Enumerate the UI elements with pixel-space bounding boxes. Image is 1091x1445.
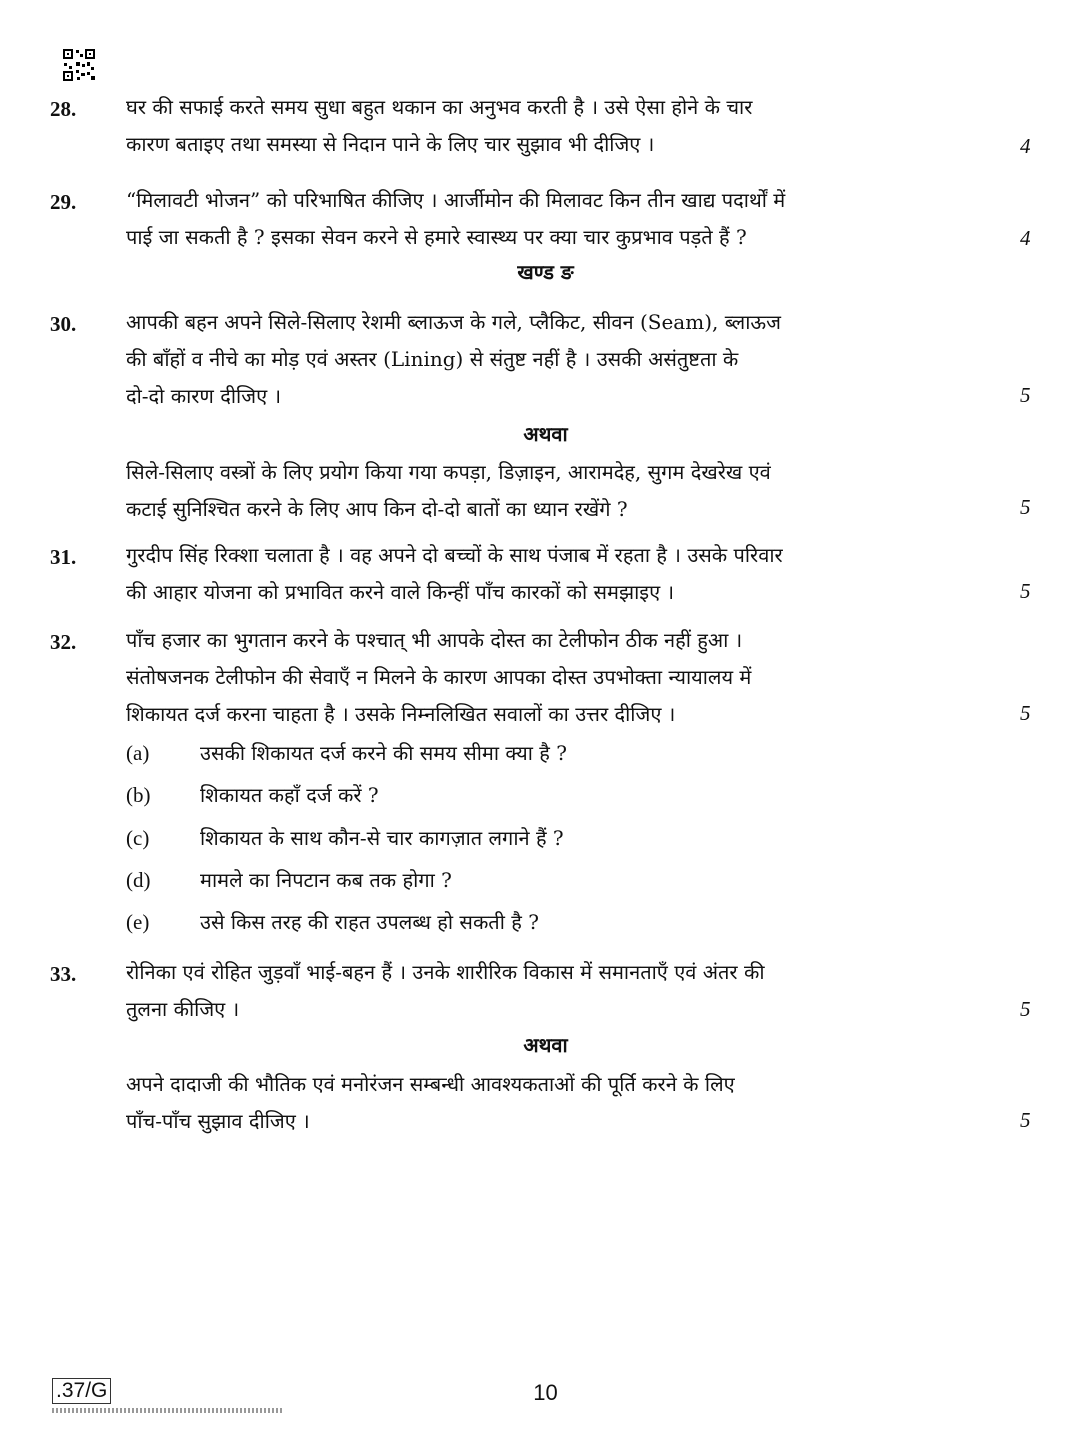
question-number: 31. <box>50 545 77 569</box>
question-30-text: आपकी बहन अपने सिले-सिलाए रेशमी ब्लाऊज के गले, प्लैकिट, सीवन (Seam), ब्लाऊज की बाँहों व नीचे का मोड़ एवं अस्तर (Lining) से संतुष्ट नहीं है । उसकी असंतुष्टता के दो-दो कारण दीजिए । <box>126 310 781 408</box>
question-28-text: घर की सफाई करते समय सुधा बहुत थकान का अनुभव करती है । उसे ऐसा होने के चार कारण बताइए तथा समस्या से निदान पाने के लिए चार सुझाव भी दीजिए । <box>126 95 753 156</box>
question-31-text: गुरदीप सिंह रिक्शा चलाता है । वह अपने दो बच्चों के साथ पंजाब में रहता है । उसके परिवार की आहार योजना को प्रभावित करने वाले किन्हीं पाँच कारकों को समझाइए । <box>126 543 783 604</box>
or-heading: अथवा <box>523 1033 568 1057</box>
option-item: (a) उसकी शिकायत दर्ज करने की समय सीमा क्या है ? <box>126 741 567 765</box>
question-number: 33. <box>50 962 77 986</box>
footer-microtext-strip <box>52 1408 282 1413</box>
option-item: (b) शिकायत कहाँ दर्ज करें ? <box>126 783 379 807</box>
question-30-alternative-text: सिले-सिलाए वस्त्रों के लिए प्रयोग किया गया कपड़ा, डिज़ाइन, आरामदेह, सुगम देखरेख एवं कटाई सुनिश्चित करने के लिए आप किन दो-दो बातों का ध्यान रखेंगे ? <box>126 460 771 521</box>
or-heading: अथवा <box>523 422 568 446</box>
page-number: 10 <box>533 1380 558 1405</box>
question-number: 30. <box>50 312 77 336</box>
marks: 5 <box>1020 701 1031 725</box>
qr-code <box>62 48 96 82</box>
marks: 5 <box>1020 383 1031 407</box>
section-heading: खण्ड ङ <box>517 260 574 284</box>
marks: 4 <box>1020 134 1031 158</box>
option-item: (e) उसे किस तरह की राहत उपलब्ध हो सकती है ? <box>126 910 539 934</box>
question-33-alternative-text: अपने दादाजी की भौतिक एवं मनोरंजन सम्बन्धी आवश्यकताओं की पूर्ति करने के लिए पाँच-पाँच सुझाव दीजिए । <box>126 1072 735 1133</box>
option-item: (d) मामले का निपटान कब तक होगा ? <box>126 868 452 892</box>
question-32-text: पाँच हजार का भुगतान करने के पश्चात् भी आपके दोस्त का टेलीफोन ठीक नहीं हुआ । संतोषजनक टेलीफोन की सेवाएँ न मिलने के कारण आपका दोस्त उपभोक्ता न्यायालय में शिकायत दर्ज करना चाहता है । उसके निम्नलिखित सवालों का उत्तर दीजिए । <box>126 628 752 726</box>
option-item: (c) शिकायत के साथ कौन-से चार कागज़ात लगाने हैं ? <box>126 826 564 850</box>
marks: 5 <box>1020 997 1031 1021</box>
question-33-text: रोनिका एवं रोहित जुड़वाँ भाई-बहन हैं । उनके शारीरिक विकास में समानताएँ एवं अंतर की तुलना कीजिए । <box>126 960 765 1021</box>
paper-code: .37/G <box>52 1378 111 1404</box>
marks: 5 <box>1020 579 1031 603</box>
marks: 4 <box>1020 226 1031 250</box>
question-number: 28. <box>50 97 77 121</box>
marks: 5 <box>1020 1108 1031 1132</box>
question-number: 29. <box>50 190 77 214</box>
marks: 5 <box>1020 495 1031 519</box>
question-number: 32. <box>50 630 77 654</box>
question-29-text: “मिलावटी भोजन” को परिभाषित कीजिए । आर्जीमोन की मिलावट किन तीन खाद्य पदार्थों में पाई जा सकती है ? इसका सेवन करने से हमारे स्वास्थ्य पर क्या चार कुप्रभाव पड़ते हैं ? <box>126 188 786 249</box>
